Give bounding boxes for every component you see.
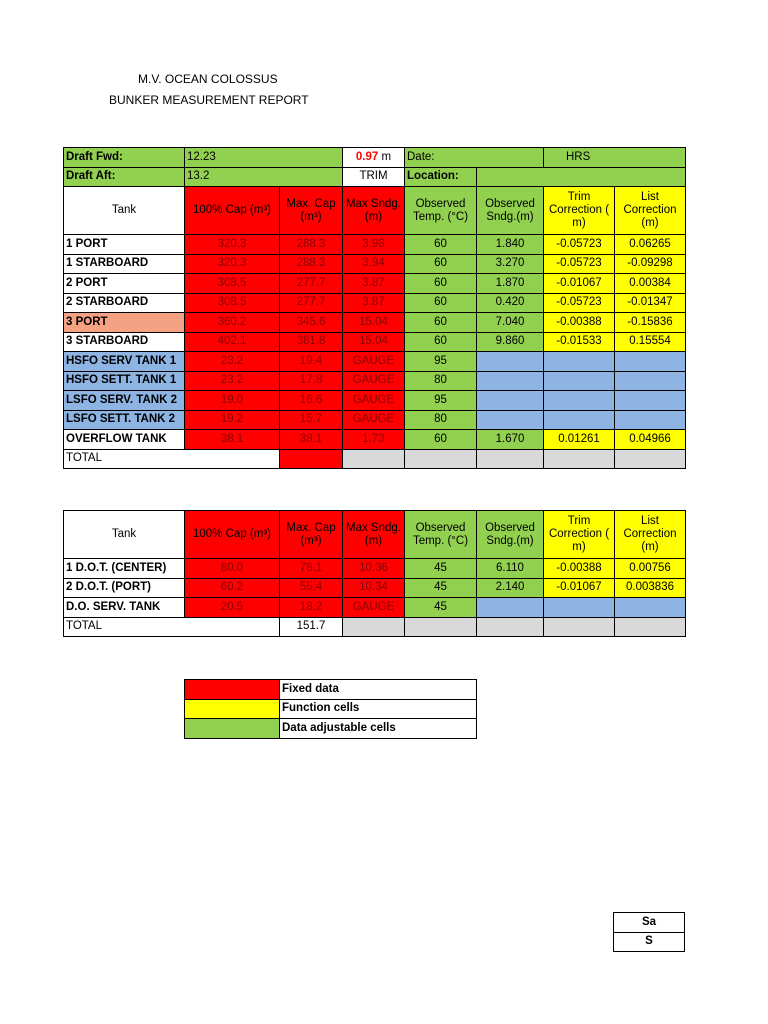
max-sndg-cell: 3.94: [343, 254, 405, 274]
obs-sndg-cell[interactable]: [477, 371, 544, 391]
obs-sndg-cell[interactable]: 6.110: [477, 559, 544, 579]
max-cap-cell: 38.1: [280, 430, 343, 450]
tank-name-cell[interactable]: HSFO SETT. TANK 1: [64, 371, 185, 391]
date-label: Date:: [405, 148, 544, 168]
trim-corr-cell: -0.01067: [544, 578, 615, 598]
trim-corr-cell: -0.05723: [544, 293, 615, 313]
tank-name-cell[interactable]: D.O. SERV. TANK: [64, 598, 185, 618]
obs-sndg-cell[interactable]: 3.270: [477, 254, 544, 274]
total-cell: [544, 617, 615, 637]
obs-temp-cell[interactable]: 60: [405, 274, 477, 294]
obs-sndg-cell[interactable]: 2.140: [477, 578, 544, 598]
list-corr-cell: [615, 352, 686, 372]
col-max-cap: Max. Cap (m³): [280, 511, 343, 559]
total-cell: [544, 449, 615, 469]
tank-name-cell[interactable]: 1 PORT: [64, 235, 185, 255]
table-row: [64, 235, 686, 255]
trim-corr-cell: [544, 410, 615, 430]
cap-cell: 60.2: [185, 578, 280, 598]
obs-sndg-cell[interactable]: [477, 410, 544, 430]
table-row: [64, 410, 686, 430]
obs-sndg-cell[interactable]: [477, 598, 544, 618]
tank-name-cell[interactable]: 2 STARBOARD: [64, 293, 185, 313]
total-cell: [405, 449, 477, 469]
table-row: [64, 293, 686, 313]
max-sndg-cell: 15.04: [343, 313, 405, 333]
tank-name-cell[interactable]: OVERFLOW TANK: [64, 430, 185, 450]
table-row: [64, 559, 686, 579]
obs-temp-cell[interactable]: 60: [405, 313, 477, 333]
fuel-tank-table: [63, 147, 686, 469]
table-row: [64, 430, 686, 450]
list-corr-cell: 0.00756: [615, 559, 686, 579]
max-sndg-cell: 15.04: [343, 332, 405, 352]
max-cap-cell: 277.7: [280, 274, 343, 294]
list-corr-cell: 0.04966: [615, 430, 686, 450]
legend-label-function: Function cells: [280, 699, 477, 719]
max-cap-cell: 17.8: [280, 371, 343, 391]
signature-box: [613, 912, 685, 952]
obs-temp-cell[interactable]: 95: [405, 391, 477, 411]
total-cell: [405, 617, 477, 637]
obs-sndg-cell[interactable]: 1.840: [477, 235, 544, 255]
total-cell: [615, 617, 686, 637]
obs-temp-cell[interactable]: 60: [405, 254, 477, 274]
obs-sndg-cell[interactable]: 1.870: [477, 274, 544, 294]
cap-cell: 19.0: [185, 391, 280, 411]
max-sndg-cell: 10.34: [343, 578, 405, 598]
tank-name-cell[interactable]: 2 PORT: [64, 274, 185, 294]
cap-cell: 320.3: [185, 254, 280, 274]
trim-corr-cell: -0.00388: [544, 313, 615, 333]
tank-name-cell[interactable]: 3 STARBOARD: [64, 332, 185, 352]
col-obs-temp: Observed Temp. (°C): [405, 511, 477, 559]
list-corr-cell: [615, 371, 686, 391]
table-row: [64, 371, 686, 391]
cap-cell: 360.2: [185, 313, 280, 333]
obs-temp-cell[interactable]: 60: [405, 235, 477, 255]
col-tank: Tank: [64, 187, 185, 235]
cap-cell: 80.0: [185, 559, 280, 579]
report-title: BUNKER MEASUREMENT REPORT: [109, 93, 309, 107]
obs-temp-cell[interactable]: 60: [405, 430, 477, 450]
total-cell: [477, 449, 544, 469]
list-corr-cell: 0.06265: [615, 235, 686, 255]
tank-name-cell[interactable]: 2 D.O.T. (PORT): [64, 578, 185, 598]
color-legend: [184, 679, 477, 739]
total-cell: [477, 617, 544, 637]
list-corr-cell: [615, 410, 686, 430]
trim-value: 0.97: [355, 150, 379, 163]
max-sndg-cell: GAUGE: [343, 598, 405, 618]
max-sndg-cell: 3.87: [343, 274, 405, 294]
total-label: TOTAL: [64, 449, 280, 469]
obs-sndg-cell[interactable]: 7.040: [477, 313, 544, 333]
col-tank: Tank: [64, 511, 185, 559]
obs-sndg-cell[interactable]: [477, 352, 544, 372]
total-cell: [343, 617, 405, 637]
obs-temp-cell[interactable]: 45: [405, 578, 477, 598]
obs-temp-cell[interactable]: 80: [405, 410, 477, 430]
cap-cell: 23.2: [185, 352, 280, 372]
list-corr-cell: 0.15554: [615, 332, 686, 352]
total-max-cap: [280, 449, 343, 469]
date-value[interactable]: HRS: [544, 148, 686, 168]
table-row: [64, 391, 686, 411]
total-label: TOTAL: [64, 617, 280, 637]
max-cap-cell: 288.3: [280, 254, 343, 274]
max-cap-cell: 18.2: [280, 598, 343, 618]
col-obs-sndg: Observed Sndg.(m): [477, 511, 544, 559]
list-corr-cell: 0.00384: [615, 274, 686, 294]
tank-name-cell[interactable]: HSFO SERV TANK 1: [64, 352, 185, 372]
cap-cell: 320.3: [185, 235, 280, 255]
tank-name-cell[interactable]: 1 D.O.T. (CENTER): [64, 559, 185, 579]
table-row: [64, 313, 686, 333]
list-corr-cell: -0.09298: [615, 254, 686, 274]
total-cell: [343, 449, 405, 469]
legend-label-fixed: Fixed data: [280, 680, 477, 700]
max-sndg-cell: 3.87: [343, 293, 405, 313]
obs-sndg-cell[interactable]: 9.860: [477, 332, 544, 352]
max-sndg-cell: 3.98: [343, 235, 405, 255]
diesel-tank-table: [63, 510, 686, 637]
tank-name-cell[interactable]: 3 PORT: [64, 313, 185, 333]
table-row: [64, 254, 686, 274]
cap-cell: 402.1: [185, 332, 280, 352]
trim-corr-cell: [544, 352, 615, 372]
tank-name-cell[interactable]: 1 STARBOARD: [64, 254, 185, 274]
max-cap-cell: 16.6: [280, 391, 343, 411]
obs-temp-cell[interactable]: 60: [405, 332, 477, 352]
max-cap-cell: 381.8: [280, 332, 343, 352]
col-obs-temp: Observed Temp. (°C): [405, 187, 477, 235]
table-row: [64, 352, 686, 372]
max-sndg-cell: GAUGE: [343, 352, 405, 372]
trim-corr-cell: [544, 371, 615, 391]
cap-cell: 20.5: [185, 598, 280, 618]
table-row: [64, 274, 686, 294]
col-trim-corr: Trim Correction ( m): [544, 511, 615, 559]
list-corr-cell: -0.01347: [615, 293, 686, 313]
obs-temp-cell[interactable]: 80: [405, 371, 477, 391]
cap-cell: 19.2: [185, 410, 280, 430]
max-cap-cell: 55.4: [280, 578, 343, 598]
cap-cell: 38.1: [185, 430, 280, 450]
col-obs-sndg: Observed Sndg.(m): [477, 187, 544, 235]
table-row: [64, 598, 686, 618]
col-cap: 100% Cap (m³): [185, 511, 280, 559]
legend-swatch-adjustable: [185, 719, 280, 739]
col-list-corr: List Correction (m): [615, 187, 686, 235]
obs-sndg-cell[interactable]: [477, 391, 544, 411]
trim-corr-cell: -0.00388: [544, 559, 615, 579]
cap-cell: 308.5: [185, 293, 280, 313]
table-row: [64, 578, 686, 598]
location-label: Location:: [405, 167, 477, 187]
draft-aft-label: Draft Aft:: [64, 167, 185, 187]
col-max-sndg: Max Sndg. (m): [343, 511, 405, 559]
draft-aft-value[interactable]: 13.2: [185, 167, 343, 187]
legend-swatch-function: [185, 699, 280, 719]
max-sndg-cell: 1.73: [343, 430, 405, 450]
list-corr-cell: 0.003836: [615, 578, 686, 598]
max-cap-cell: 277.7: [280, 293, 343, 313]
cap-cell: 308.5: [185, 274, 280, 294]
trim-corr-cell: [544, 391, 615, 411]
max-sndg-cell: GAUGE: [343, 371, 405, 391]
trim-corr-cell: -0.01067: [544, 274, 615, 294]
max-sndg-cell: 10.36: [343, 559, 405, 579]
max-sndg-cell: GAUGE: [343, 391, 405, 411]
trim-value-cell: [343, 148, 405, 168]
tank-name-cell[interactable]: LSFO SETT. TANK 2: [64, 410, 185, 430]
col-list-corr: List Correction (m): [615, 511, 686, 559]
corner-row-1: Sa: [614, 913, 685, 933]
trim-corr-cell: [544, 598, 615, 618]
list-corr-cell: -0.15836: [615, 313, 686, 333]
list-corr-cell: [615, 391, 686, 411]
col-trim-corr: Trim Correction ( m): [544, 187, 615, 235]
obs-temp-cell[interactable]: 45: [405, 559, 477, 579]
list-corr-cell: [615, 598, 686, 618]
obs-sndg-cell[interactable]: 1.670: [477, 430, 544, 450]
max-cap-cell: 288.3: [280, 235, 343, 255]
cap-cell: 23.2: [185, 371, 280, 391]
legend-label-adjustable: Data adjustable cells: [280, 719, 477, 739]
trim-label: TRIM: [343, 167, 405, 187]
trim-corr-cell: 0.01261: [544, 430, 615, 450]
max-cap-cell: 345.6: [280, 313, 343, 333]
obs-sndg-cell[interactable]: 0.420: [477, 293, 544, 313]
col-cap: 100% Cap (m³): [185, 187, 280, 235]
max-sndg-cell: GAUGE: [343, 410, 405, 430]
col-max-cap: Max. Cap (m³): [280, 187, 343, 235]
tank-name-cell[interactable]: LSFO SERV. TANK 2: [64, 391, 185, 411]
col-max-sndg: Max Sndg. (m): [343, 187, 405, 235]
trim-unit: m: [381, 150, 392, 163]
obs-temp-cell[interactable]: 95: [405, 352, 477, 372]
max-cap-cell: 15.7: [280, 410, 343, 430]
trim-corr-cell: -0.01533: [544, 332, 615, 352]
total-max-cap: 151.7: [280, 617, 343, 637]
location-value[interactable]: [477, 167, 686, 187]
total-cell: [615, 449, 686, 469]
draft-fwd-value[interactable]: 12.23: [185, 148, 343, 168]
obs-temp-cell[interactable]: 45: [405, 598, 477, 618]
vessel-title: M.V. OCEAN COLOSSUS: [138, 72, 278, 86]
corner-row-2: S: [614, 932, 685, 952]
max-cap-cell: 78.1: [280, 559, 343, 579]
draft-fwd-label: Draft Fwd:: [64, 148, 185, 168]
trim-corr-cell: -0.05723: [544, 235, 615, 255]
trim-corr-cell: -0.05723: [544, 254, 615, 274]
max-cap-cell: 19.4: [280, 352, 343, 372]
obs-temp-cell[interactable]: 60: [405, 293, 477, 313]
legend-swatch-fixed: [185, 680, 280, 700]
table-row: [64, 332, 686, 352]
